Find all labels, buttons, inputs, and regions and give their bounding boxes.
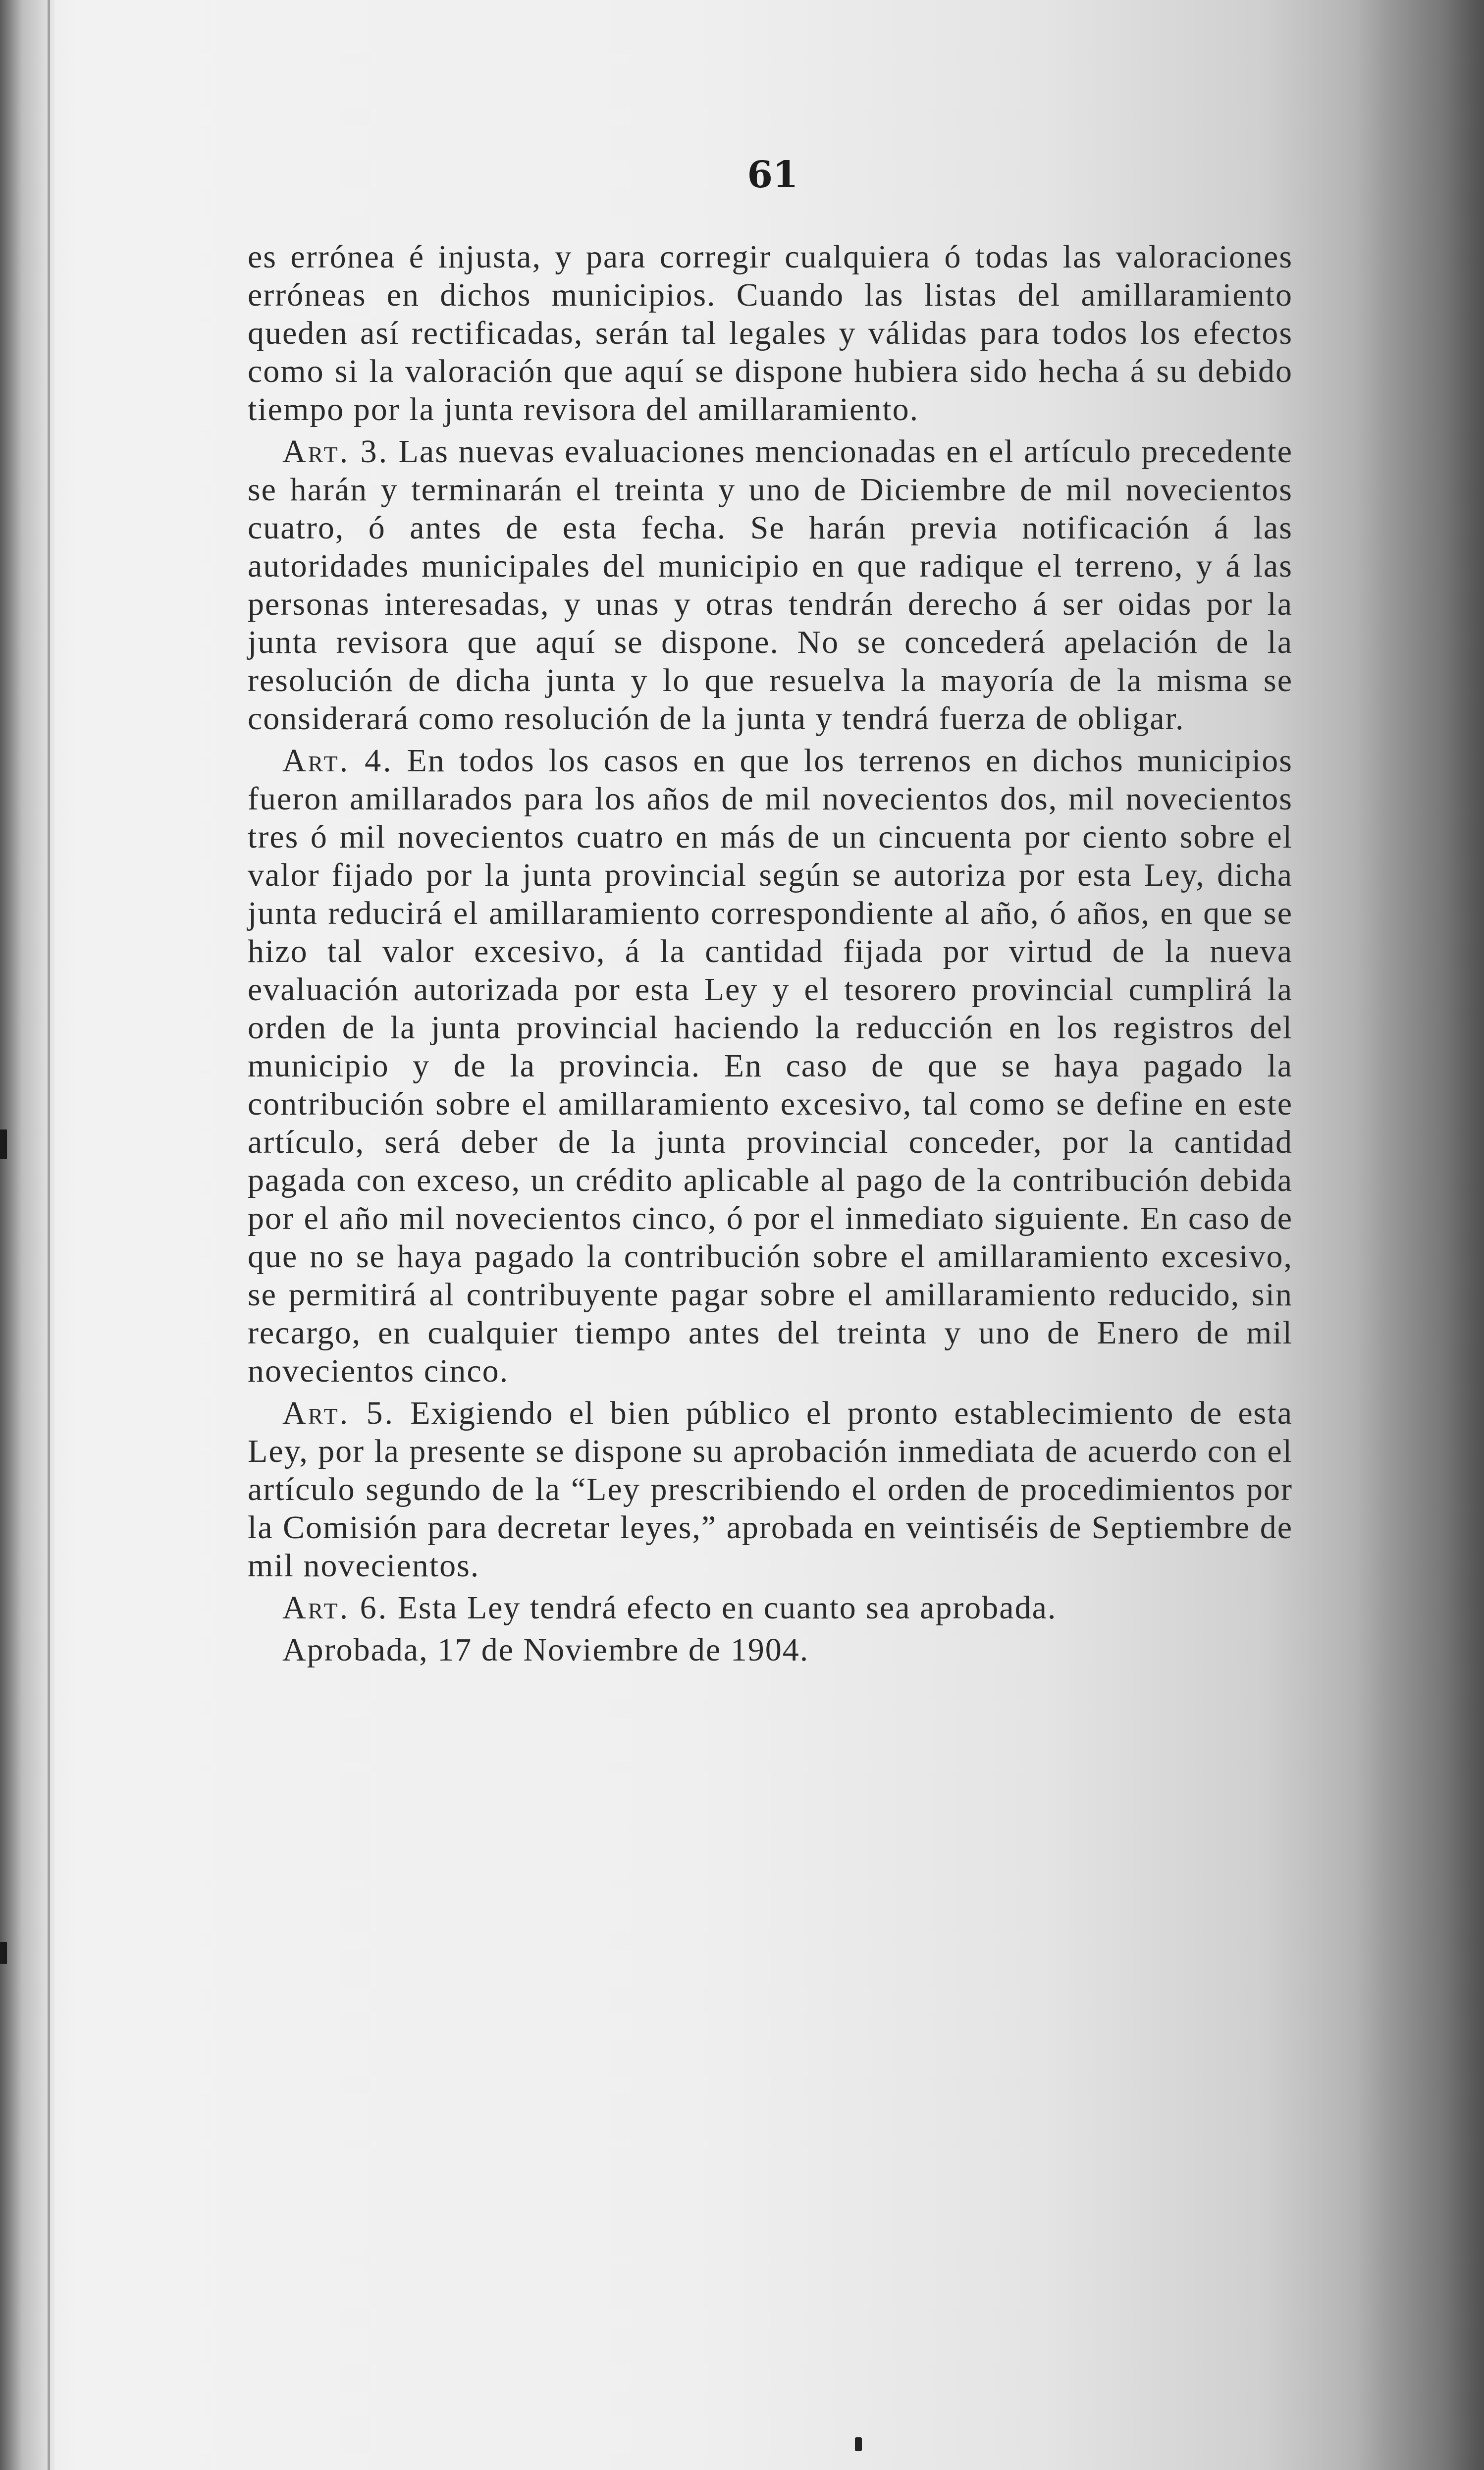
approval-text: Aprobada, 17 de Noviembre de 1904. bbox=[282, 1632, 809, 1668]
page-edge-shadow bbox=[1355, 0, 1484, 2470]
margin-mark bbox=[0, 1129, 7, 1159]
approval-date bbox=[248, 1631, 1293, 1669]
ink-dot-mark bbox=[855, 2437, 862, 2451]
binding-shadow-line bbox=[48, 0, 50, 2470]
margin-mark bbox=[0, 1942, 7, 1964]
page-number: 61 bbox=[747, 154, 798, 196]
article-label: Art. 5. bbox=[282, 1395, 395, 1431]
body-text bbox=[248, 238, 1293, 1669]
article-label: Art. 3. bbox=[282, 433, 389, 470]
article-text: En todos los casos en que los terrenos en dichos municipios fueron amillarados para los años de mil novecientos dos, mil novecientos tres ó mil novecientos cuatro en más de un cincuenta por ciento sobre el valor fijado por la junta provincial según se autoriza por esta Ley, dicha junta reducirá el amillaramiento correspondiente al año, ó años, en que se hizo tal valor excesivo, á la cantidad fijada por virtud de la nueva evaluación autorizada por esta Ley y el tesorero provincial cumplirá la orden de la junta provincial haciendo la reducción en los registros del municipio y de la provincia. En caso de que se haya pagado la contribución sobre el amillaramiento excesivo, tal como se define en este artículo, será deber de la junta provincial conceder, por la cantidad pagada con exceso, un crédito aplicable al pago de la contribución debida por el año mil novecientos cinco, ó por el inmediato siguiente. En caso de que no se haya pagado la contribución sobre el amillaramiento excesivo, se permitirá al contribuyente pagar sobre el amillaramiento reducido, sin recargo, en cualquier tiempo antes del treinta y uno de Enero de mil novecientos cinco. bbox=[248, 743, 1293, 1389]
paragraph-text: es errónea é injusta, y para corregir cualquiera ó todas las valoraciones erróneas en dichos municipios. Cuando las listas del amillaramiento queden así rectificadas, serán tal legales y válidas para todos los efectos como si la valoración que aquí se dispone hubiera sido hecha á su debido tiempo por la junta revisora del amillaramiento. bbox=[248, 239, 1293, 428]
article-text: Esta Ley tendrá efecto en cuanto sea aprobada. bbox=[397, 1590, 1057, 1626]
page-content bbox=[248, 154, 1298, 2383]
article-4 bbox=[248, 742, 1293, 1390]
book-binding-edge bbox=[0, 0, 54, 2470]
article-label: Art. 4. bbox=[282, 743, 393, 779]
article-5 bbox=[248, 1394, 1293, 1585]
article-text: Las nuevas evaluaciones mencionadas en el artículo precedente se harán y terminarán el treinta y uno de Diciembre de mil novecientos cuatro, ó antes de esta fecha. Se harán previa notificación á las autoridades municipales del municipio en que radique el terreno, y á las personas interesadas, y unas y otras tendrán derecho á ser oidas por la junta revisora que aquí se dispone. No se concederá apelación de la resolución de dicha junta y lo que resuelva la mayoría de la misma se considerará como resolución de la junta y tendrá fuerza de obligar. bbox=[248, 433, 1293, 737]
article-6 bbox=[248, 1589, 1293, 1627]
article-label: Art. 6. bbox=[282, 1590, 389, 1626]
article-3 bbox=[248, 432, 1293, 738]
article-text: Exigiendo el bien público el pronto establecimiento de esta Ley, por la presente se dispone su aprobación inmediata de acuerdo con el artículo segundo de la “Ley prescribiendo el orden de procedimientos por la Comisión para decretar leyes,” aprobada en veintiséis de Septiembre de mil novecientos. bbox=[248, 1395, 1293, 1584]
paragraph-continuation bbox=[248, 238, 1293, 429]
